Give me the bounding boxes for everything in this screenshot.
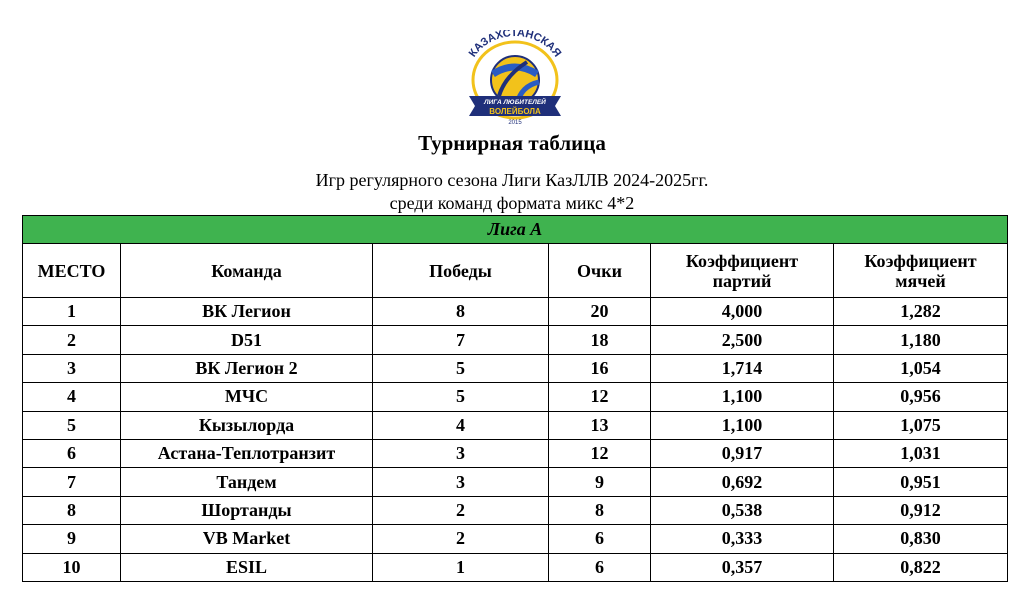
subtitle-season: Игр регулярного сезона Лиги КазЛЛВ 2024-2025гг.	[315, 170, 709, 190]
logo-arc-text: КАЗАХСТАНСКАЯ	[466, 30, 564, 60]
wins-cell: 4	[373, 411, 549, 439]
team-cell: Шортанды	[121, 496, 373, 524]
volleyball-logo-icon	[455, 30, 575, 130]
place-cell: 4	[23, 383, 121, 411]
league-header-row	[23, 216, 1008, 244]
wins-cell: 5	[373, 354, 549, 382]
points-cell: 6	[549, 525, 651, 553]
col-ball-ratio-header-line1: Коэффициент	[864, 250, 977, 271]
table-row	[23, 383, 1008, 411]
points-cell: 6	[549, 553, 651, 581]
table-row	[23, 439, 1008, 467]
ball-ratio-cell: 1,031	[834, 439, 1008, 467]
logo-ribbon-text: ЛИГА ЛЮБИТЕЛЕЙ	[484, 99, 546, 106]
wins-cell: 3	[373, 439, 549, 467]
ball-ratio-cell: 1,282	[834, 298, 1008, 326]
set-ratio-cell: 1,714	[651, 354, 834, 382]
set-ratio-cell: 2,500	[651, 326, 834, 354]
col-wins-header: Победы	[373, 244, 549, 298]
ball-ratio-cell: 1,180	[834, 326, 1008, 354]
standings-table	[22, 215, 1008, 582]
points-cell: 18	[549, 326, 651, 354]
wins-cell: 2	[373, 496, 549, 524]
ball-ratio-cell: 0,822	[834, 553, 1008, 581]
team-cell: МЧС	[121, 383, 373, 411]
team-cell: ВК Легион 2	[121, 354, 373, 382]
set-ratio-cell: 0,917	[651, 439, 834, 467]
logo-name-text: ВОЛЕЙБОЛА	[489, 107, 541, 116]
place-cell: 2	[23, 326, 121, 354]
points-cell: 8	[549, 496, 651, 524]
col-ball-ratio-header	[834, 244, 1008, 298]
place-cell: 10	[23, 553, 121, 581]
table-row	[23, 496, 1008, 524]
logo-year-text: 2015	[508, 120, 522, 126]
team-cell: D51	[121, 326, 373, 354]
set-ratio-cell: 4,000	[651, 298, 834, 326]
col-points-header: Очки	[549, 244, 651, 298]
place-cell: 1	[23, 298, 121, 326]
col-set-ratio-header	[651, 244, 834, 298]
place-cell: 7	[23, 468, 121, 496]
table-row	[23, 298, 1008, 326]
place-cell: 6	[23, 439, 121, 467]
ball-ratio-cell: 1,075	[834, 411, 1008, 439]
points-cell: 13	[549, 411, 651, 439]
team-cell: Кызылорда	[121, 411, 373, 439]
ball-ratio-cell: 0,912	[834, 496, 1008, 524]
subtitle-format: среди команд формата микс 4*2	[389, 193, 635, 213]
table-row	[23, 326, 1008, 354]
set-ratio-cell: 0,333	[651, 525, 834, 553]
wins-cell: 3	[373, 468, 549, 496]
table-row	[23, 553, 1008, 581]
set-ratio-cell: 0,692	[651, 468, 834, 496]
wins-cell: 2	[373, 525, 549, 553]
wins-cell: 8	[373, 298, 549, 326]
team-cell: Тандем	[121, 468, 373, 496]
place-cell: 9	[23, 525, 121, 553]
league-name: Лига А	[23, 216, 1008, 244]
points-cell: 9	[549, 468, 651, 496]
col-team-header: Команда	[121, 244, 373, 298]
table-row	[23, 354, 1008, 382]
wins-cell: 7	[373, 326, 549, 354]
points-cell: 12	[549, 439, 651, 467]
table-row	[23, 468, 1008, 496]
wins-cell: 1	[373, 553, 549, 581]
ball-ratio-cell: 0,956	[834, 383, 1008, 411]
team-cell: ВК Легион	[121, 298, 373, 326]
place-cell: 3	[23, 354, 121, 382]
league-logo	[455, 30, 575, 130]
set-ratio-cell: 0,538	[651, 496, 834, 524]
col-ball-ratio-header-line2: мячей	[895, 270, 946, 291]
set-ratio-cell: 1,100	[651, 383, 834, 411]
points-cell: 20	[549, 298, 651, 326]
set-ratio-cell: 1,100	[651, 411, 834, 439]
points-cell: 12	[549, 383, 651, 411]
column-header-row	[23, 244, 1008, 298]
ball-ratio-cell: 0,830	[834, 525, 1008, 553]
set-ratio-cell: 0,357	[651, 553, 834, 581]
table-row	[23, 411, 1008, 439]
place-cell: 5	[23, 411, 121, 439]
col-set-ratio-header-line2: партий	[712, 270, 772, 291]
table-row	[23, 525, 1008, 553]
place-cell: 8	[23, 496, 121, 524]
points-cell: 16	[549, 354, 651, 382]
page-title: Турнирная таблица	[418, 131, 606, 155]
wins-cell: 5	[373, 383, 549, 411]
ball-ratio-cell: 1,054	[834, 354, 1008, 382]
team-cell: Астана-Теплотранзит	[121, 439, 373, 467]
ball-ratio-cell: 0,951	[834, 468, 1008, 496]
col-place-header: МЕСТО	[23, 244, 121, 298]
team-cell: VB Market	[121, 525, 373, 553]
team-cell: ESIL	[121, 553, 373, 581]
col-set-ratio-header-line1: Коэффициент	[685, 250, 799, 271]
